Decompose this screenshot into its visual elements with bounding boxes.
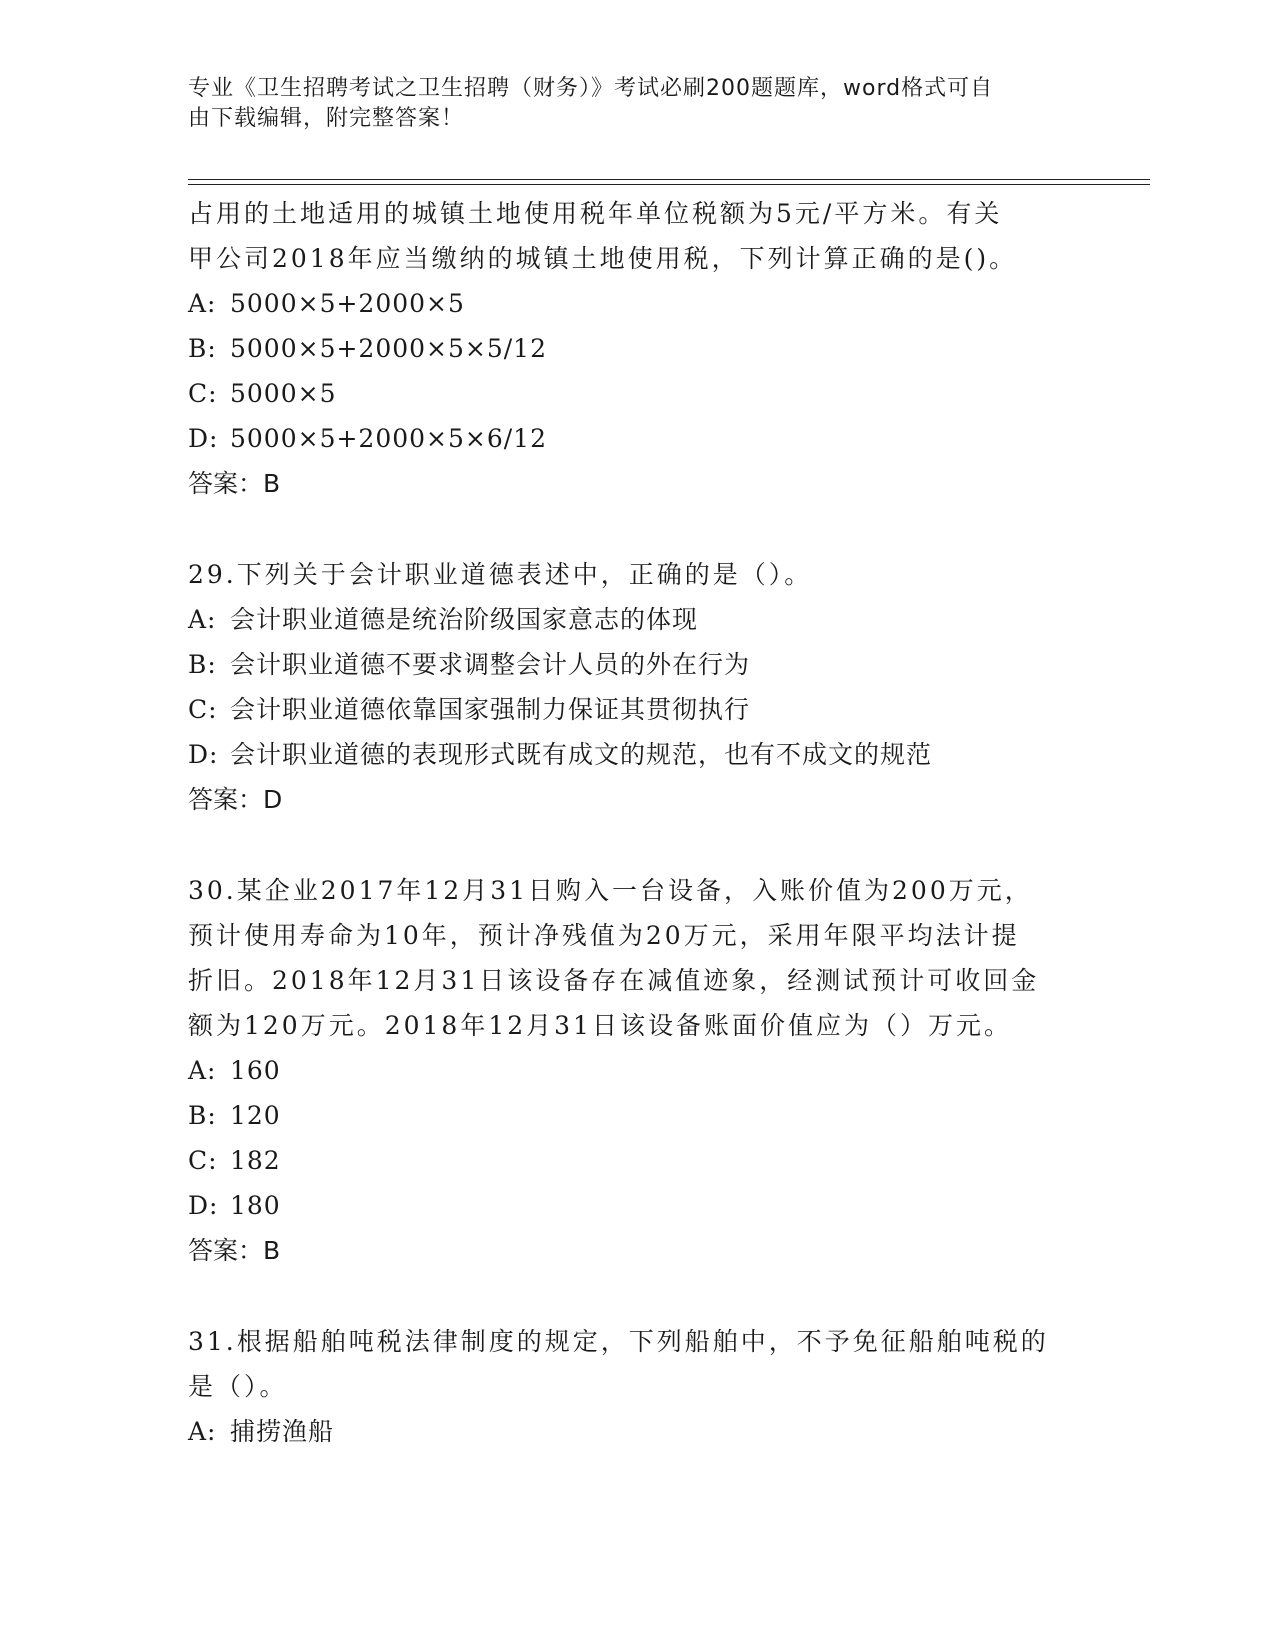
question-text-line: 是（）。	[188, 1372, 288, 1401]
option-b: B: 会计职业道德不要求调整会计人员的外在行为	[188, 650, 751, 679]
question-text-line: 30.某企业2017年12月31日购入一台设备，入账价值为200万元，	[188, 876, 1033, 905]
question-29	[188, 552, 1088, 822]
question-text-line: 甲公司2018年应当缴纳的城镇土地使用税，下列计算正确的是()。	[188, 244, 1018, 273]
question-30	[188, 868, 1088, 1273]
option-a: A: 5000×5+2000×5	[188, 289, 465, 318]
header-divider-top	[188, 179, 1150, 180]
option-c: C: 5000×5	[188, 379, 337, 408]
document-header	[188, 74, 1068, 134]
header-line-1: 专业《卫生招聘考试之卫生招聘（财务）》考试必刷200题题库，word格式可自	[188, 76, 994, 101]
header-line-2: 由下载编辑，附完整答案！	[188, 106, 465, 131]
option-b: B: 120	[188, 1101, 281, 1130]
question-28-continued	[188, 191, 1088, 506]
header-divider-bottom	[188, 184, 1150, 185]
option-d: D: 180	[188, 1191, 281, 1220]
option-c: C: 182	[188, 1146, 281, 1175]
answer-line: 答案：B	[188, 1236, 281, 1265]
option-d: D: 5000×5+2000×5×6/12	[188, 424, 547, 453]
option-d: D: 会计职业道德的表现形式既有成文的规范，也有不成文的规范	[188, 740, 933, 769]
question-text-line: 29.下列关于会计职业道德表述中，正确的是（）。	[188, 560, 813, 589]
option-b: B: 5000×5+2000×5×5/12	[188, 334, 547, 363]
question-text-line: 折旧。2018年12月31日该设备存在减值迹象，经测试预计可收回金	[188, 966, 1040, 995]
option-a: A: 捕捞渔船	[188, 1417, 335, 1446]
question-text-line: 额为120万元。2018年12月31日该设备账面价值应为（）万元。	[188, 1011, 1012, 1040]
question-31	[188, 1319, 1088, 1454]
answer-line: 答案：B	[188, 469, 281, 498]
question-text-line: 预计使用寿命为10年，预计净残值为20万元，采用年限平均法计提	[188, 921, 1020, 950]
question-text-line: 31.根据船舶吨税法律制度的规定，下列船舶中，不予免征船舶吨税的	[188, 1327, 1049, 1356]
option-a: A: 160	[188, 1056, 281, 1085]
option-a: A: 会计职业道德是统治阶级国家意志的体现	[188, 605, 699, 634]
answer-line: 答案：D	[188, 785, 283, 814]
question-list	[188, 191, 1088, 1500]
option-c: C: 会计职业道德依靠国家强制力保证其贯彻执行	[188, 695, 751, 724]
question-text-line: 占用的土地适用的城镇土地使用税年单位税额为5元/平方米。有关	[188, 199, 1003, 228]
